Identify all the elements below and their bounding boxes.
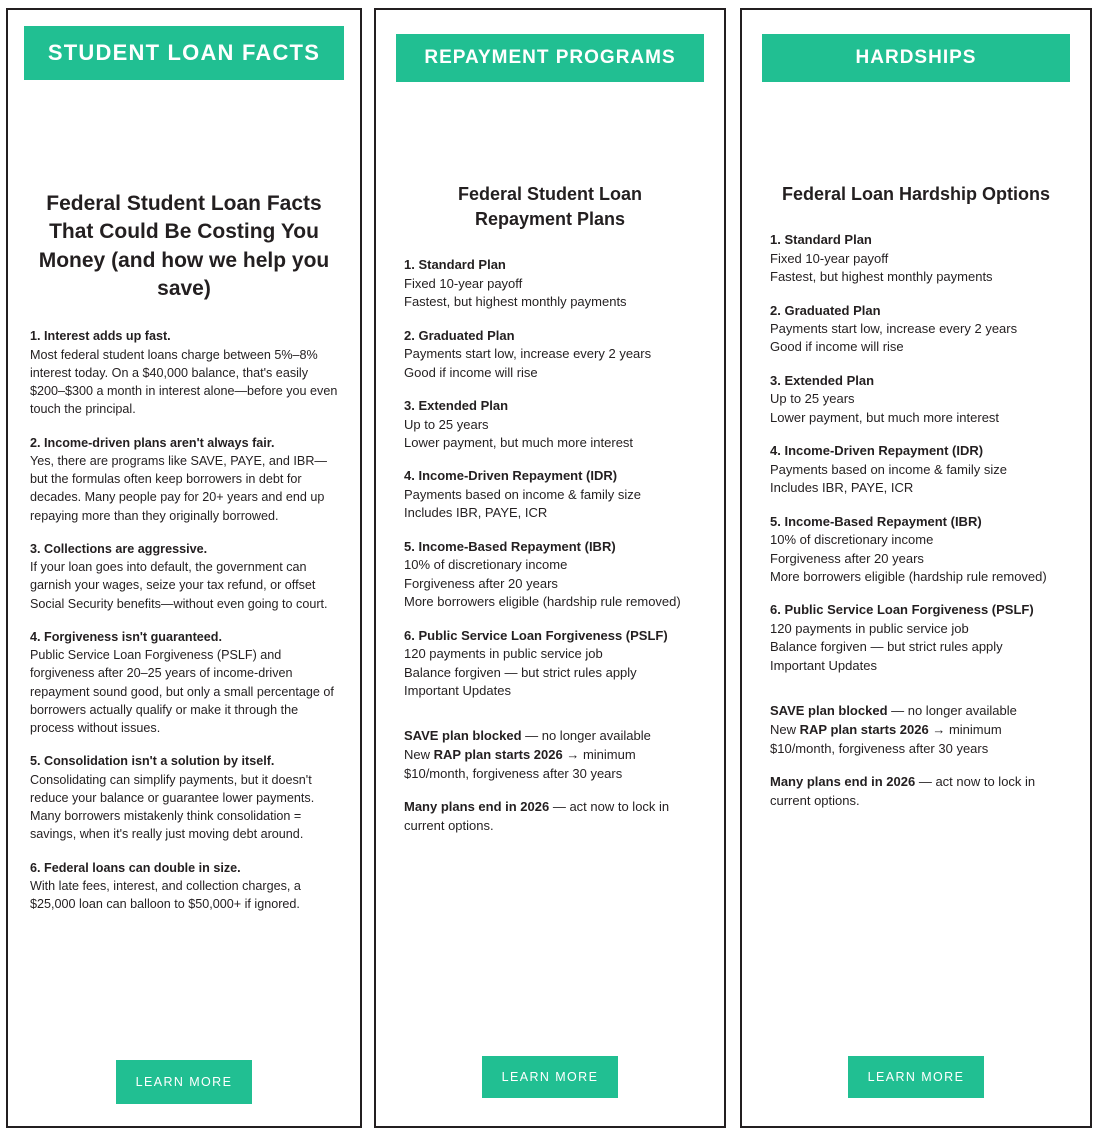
content-block <box>770 513 1062 587</box>
content-block-title: 2. Graduated Plan <box>770 302 881 318</box>
notes-spacer <box>770 690 1062 702</box>
content-block-title: 5. Income-Based Repayment (IBR) <box>770 513 982 529</box>
content-block <box>404 538 696 612</box>
content-block-title: 1. Interest adds up fast. <box>30 329 171 344</box>
content-block-line: Important Updates <box>404 682 511 698</box>
content-block <box>30 327 338 418</box>
content-block <box>30 752 338 843</box>
content-block-line: Forgiveness after 20 years <box>770 550 924 566</box>
content-block-line: Good if income will rise <box>770 339 904 355</box>
content-block-title: 6. Federal loans can double in size. <box>30 860 241 875</box>
card-body <box>376 82 724 1126</box>
notes-spacer <box>404 715 696 727</box>
update-note: Many plans end in 2026 — act now to lock in current options. <box>404 798 670 833</box>
content-block-line: Most federal student loans charge between 5%–8% interest today. On a $40,000 balance, that's easily $200–$300 a month in interest alone—before you even touch the principal. <box>30 347 338 417</box>
content-block-line: Important Updates <box>770 657 877 673</box>
content-block-title: 5. Income-Based Repayment (IBR) <box>404 538 616 554</box>
content-block-title: 1. Standard Plan <box>770 232 872 248</box>
card-content <box>770 231 1062 824</box>
content-block <box>404 627 696 701</box>
filler <box>30 913 338 1060</box>
content-block <box>404 256 696 311</box>
content-block-line: Payments start low, increase every 2 years <box>770 321 1018 336</box>
card-banner: STUDENT LOAN FACTS <box>24 26 344 80</box>
content-block-line: Balance forgiven — but strict rules apply <box>404 664 637 680</box>
content-block <box>30 540 338 613</box>
content-block-title: 6. Public Service Loan Forgiveness (PSLF) <box>404 627 668 643</box>
content-block-title: 4. Income-Driven Repayment (IDR) <box>770 443 984 459</box>
content-block <box>770 601 1062 675</box>
content-block-line: Payments based on income & family size <box>404 486 641 502</box>
card-headline: Federal Student Loan Repayment Plans <box>457 184 643 230</box>
card-repayment-programs <box>374 8 726 1128</box>
content-block-line: Public Service Loan Forgiveness (PSLF) and forgiveness after 20–25 years of income-driven repayment sound good, but only a small percentage of borrowers actually qualify or make it through the process without issues. <box>30 648 334 736</box>
card-content <box>404 256 696 849</box>
content-block <box>30 434 338 525</box>
content-block <box>404 467 696 522</box>
content-block <box>770 302 1062 357</box>
content-block <box>30 628 338 738</box>
card-banner: HARDSHIPS <box>762 34 1070 82</box>
content-block <box>404 397 696 452</box>
content-block-line: Lower payment, but much more interest <box>770 409 1000 425</box>
content-block-line: Payments start low, increase every 2 years <box>404 346 652 362</box>
content-block <box>30 859 338 914</box>
update-note: Many plans end in 2026 — act now to lock in current options. <box>770 773 1036 808</box>
update-note: SAVE plan blocked — no longer available New RAP plan starts 2026 → minimum $10/month, forgiveness after 30 years <box>770 703 1017 756</box>
card-banner: REPAYMENT PROGRAMS <box>396 34 704 82</box>
content-block-line: Includes IBR, PAYE, ICR <box>404 505 548 521</box>
content-block <box>770 442 1062 497</box>
learn-more-button[interactable]: LEARN MORE <box>482 1056 618 1098</box>
card-student-loan-facts <box>6 8 362 1128</box>
content-block-line: 10% of discretionary income <box>404 557 568 573</box>
content-block-title: 6. Public Service Loan Forgiveness (PSLF) <box>770 602 1034 618</box>
content-block-line: Forgiveness after 20 years <box>404 575 558 591</box>
content-block-line: Consolidating can simplify payments, but it doesn't reduce your balance or guarantee lower payments. Many borrowers mistakenly think consolidation = savings, when it's really just moving debt around. <box>30 772 315 842</box>
content-block-line: Fastest, but highest monthly payments <box>404 294 627 310</box>
content-block-title: 4. Income-Driven Repayment (IDR) <box>404 468 618 484</box>
content-block-title: 5. Consolidation isn't a solution by itself. <box>30 754 275 769</box>
content-block-line: Yes, there are programs like SAVE, PAYE, and IBR—but the formulas often keep borrowers in debt for decades. Many people pay for 20+ years and end up repaying more than they originally borrowed. <box>30 453 328 523</box>
card-content <box>30 327 338 913</box>
content-block-title: 4. Forgiveness isn't guaranteed. <box>30 629 222 644</box>
card-headline: Federal Loan Hardship Options <box>781 184 1051 204</box>
content-block <box>770 231 1062 286</box>
content-block-title: 3. Collections are aggressive. <box>30 541 208 556</box>
card-hardships <box>740 8 1092 1128</box>
card-body <box>8 80 360 1126</box>
content-block-title: 1. Standard Plan <box>404 257 506 273</box>
content-block-line: Good if income will rise <box>404 364 538 380</box>
content-block-line: More borrowers eligible (hardship rule removed) <box>404 594 681 610</box>
content-block-line: Balance forgiven — but strict rules apply <box>770 639 1003 655</box>
content-block-line: Fastest, but highest monthly payments <box>770 269 993 285</box>
content-block-line: Fixed 10-year payoff <box>404 275 523 291</box>
content-block-line: Up to 25 years <box>404 416 489 432</box>
update-note: SAVE plan blocked — no longer available New RAP plan starts 2026 → minimum $10/month, forgiveness after 30 years <box>404 728 651 782</box>
content-block-line: Includes IBR, PAYE, ICR <box>770 480 914 496</box>
content-block <box>770 372 1062 427</box>
filler <box>404 850 696 1056</box>
content-block-title: 3. Extended Plan <box>770 372 875 388</box>
content-block-title: 2. Income-driven plans aren't always fair. <box>30 435 275 450</box>
content-block <box>404 327 696 382</box>
content-block-title: 2. Graduated Plan <box>404 327 515 343</box>
learn-more-button[interactable]: LEARN MORE <box>848 1056 984 1098</box>
content-block-line: With late fees, interest, and collection charges, a $25,000 loan can balloon to $50,000+ if ignored. <box>30 878 301 912</box>
content-block-line: Lower payment, but much more interest <box>404 435 634 450</box>
content-block-line: If your loan goes into default, the government can garnish your wages, seize your tax refund, or offset Social Security benefits—without even going to court. <box>30 560 328 611</box>
content-block-line: 120 payments in public service job <box>770 620 969 636</box>
content-block-line: 120 payments in public service job <box>404 646 603 662</box>
card-headline: Federal Student Loan Facts That Could Be Costing You Money (and how we help you save) <box>38 192 330 301</box>
content-block-line: Fixed 10-year payoff <box>770 250 889 266</box>
content-block-line: Payments based on income & family size <box>770 461 1007 477</box>
filler <box>770 824 1062 1056</box>
content-block-title: 3. Extended Plan <box>404 398 509 414</box>
content-block-line: 10% of discretionary income <box>770 532 934 548</box>
content-block-line: More borrowers eligible (hardship rule removed) <box>770 568 1047 584</box>
content-block-line: Up to 25 years <box>770 391 855 407</box>
learn-more-button[interactable]: LEARN MORE <box>116 1060 252 1104</box>
card-body <box>742 82 1090 1126</box>
